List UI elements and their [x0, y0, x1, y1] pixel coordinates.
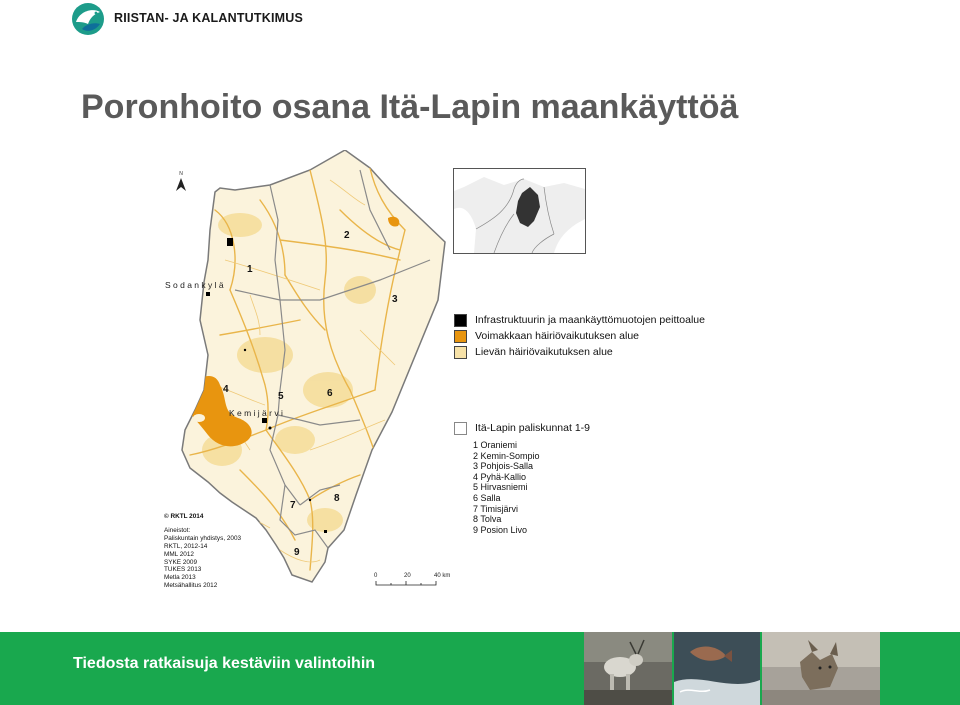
scale-bar — [372, 570, 462, 592]
source-item: TUKES 2013 — [164, 566, 202, 574]
legend-swatch — [454, 330, 467, 343]
source-item: Metla 2013 — [164, 574, 196, 582]
wolf-photo-icon — [762, 632, 880, 705]
district-item: 7 Timisjärvi — [473, 503, 519, 514]
area-number: 5 — [278, 391, 284, 402]
area-number: 9 — [294, 547, 300, 558]
area-number: 4 — [223, 384, 229, 395]
legend-item — [454, 344, 705, 360]
district-item: 2 Kemin-Sompio — [473, 450, 540, 461]
legend-item — [454, 312, 705, 328]
logo-mark-icon — [70, 2, 106, 36]
page-title: Poronhoito osana Itä-Lapin maankäyttöä — [81, 88, 739, 126]
area-number: 8 — [334, 493, 340, 504]
area-number: 1 — [247, 264, 253, 275]
districts-title: Itä-Lapin paliskunnat 1-9 — [475, 422, 590, 434]
place-label-sodankyla: S o d a n k y l ä — [165, 280, 224, 290]
footer-photo-strip — [580, 632, 960, 705]
salmon-photo-icon — [674, 632, 760, 705]
organization-name: RIISTAN- JA KALANTUTKIMUS — [114, 11, 304, 25]
map-legend — [454, 312, 705, 360]
source-item: MML 2012 — [164, 550, 194, 558]
organization-logo[interactable] — [70, 2, 330, 36]
copyright-text: © RKTL 2014 — [164, 513, 204, 520]
scale-tick-label: 40 km — [434, 573, 451, 579]
north-label: N — [179, 171, 183, 177]
legend-swatch — [454, 346, 467, 359]
district-item: 5 Hirvasniemi — [473, 482, 528, 493]
place-label-kemijarvi: K e m i j ä r v i — [229, 408, 283, 418]
district-legend — [454, 420, 590, 535]
area-number: 3 — [392, 294, 398, 305]
district-item: 9 Posion Livo — [473, 524, 528, 535]
source-item: Paliskuntain yhdistys, 2003 — [164, 534, 242, 542]
overview-inset-map — [453, 168, 586, 254]
district-list — [473, 440, 590, 535]
footer-slogan: Tiedosta ratkaisuja kestäviin valintoihin — [73, 655, 376, 672]
legend-label: Lievän häiriövaikutuksen alue — [475, 346, 613, 358]
district-item: 4 Pyhä-Kallio — [473, 471, 527, 482]
legend-label: Voimakkaan häiriövaikutuksen alue — [475, 330, 640, 342]
area-number: 7 — [290, 500, 296, 511]
area-number: 6 — [327, 388, 333, 399]
sources-title: Aineistot: — [164, 526, 191, 534]
district-item: 6 Salla — [473, 492, 501, 503]
map-credits — [164, 513, 241, 590]
legend-label: Infrastruktuurin ja maankäyttömuotojen peittoalue — [475, 314, 705, 326]
source-item: RKTL, 2012-14 — [164, 542, 208, 550]
source-item: SYKE 2009 — [164, 558, 198, 566]
district-item: 1 Oraniemi — [473, 440, 518, 450]
reindeer-photo-icon — [584, 632, 672, 705]
district-item: 8 Tolva — [473, 514, 502, 525]
area-number: 2 — [344, 230, 350, 241]
scale-tick-label: 20 — [404, 573, 411, 579]
legend-item — [454, 420, 590, 436]
source-item: Metsähallitus 2012 — [164, 582, 218, 590]
legend-swatch — [454, 422, 467, 435]
legend-item — [454, 328, 705, 344]
legend-swatch — [454, 314, 467, 327]
district-item: 3 Pohjois-Salla — [473, 461, 534, 472]
scale-tick-label: 0 — [374, 573, 378, 579]
